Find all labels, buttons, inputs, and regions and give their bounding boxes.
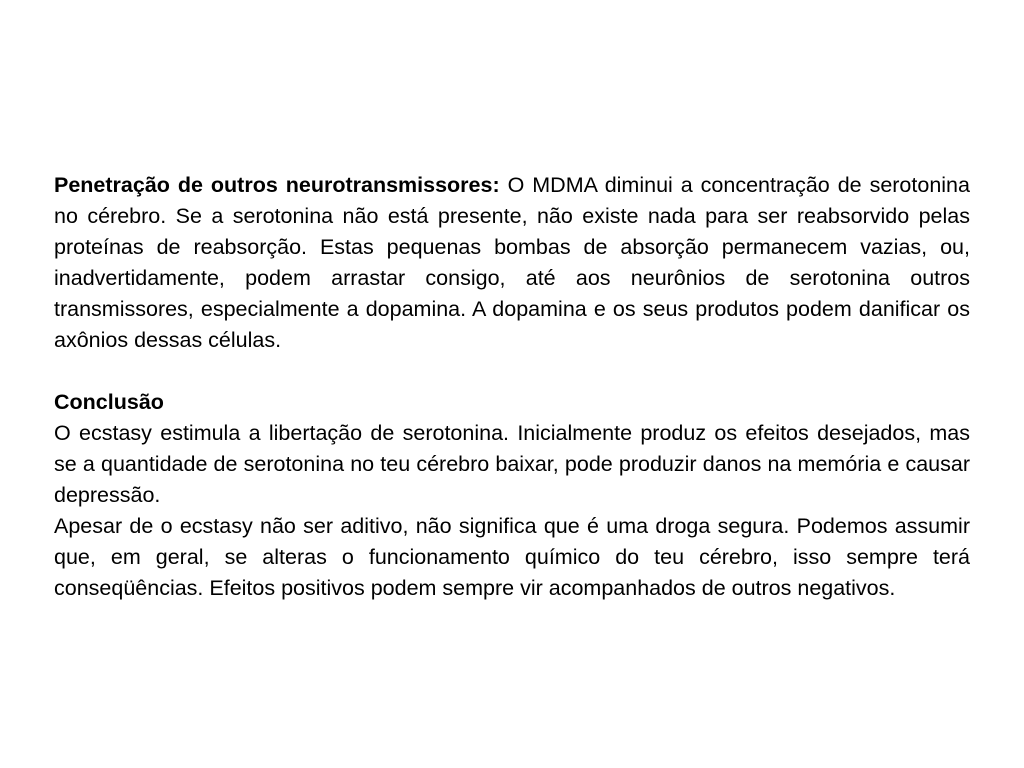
section-spacer <box>54 356 970 387</box>
penetration-paragraph <box>54 170 970 356</box>
penetration-lead: Penetração de outros neurotransmissores: <box>54 173 500 197</box>
penetration-text: O MDMA diminui a concentração de serotonina no cérebro. Se a serotonina não está presente, não existe nada para ser reabsorvido pelas proteínas de reabsorção. Estas pequenas bombas de absorção permanecem vazias, ou, inadvertidamente, podem arrastar consigo, até aos neurônios de serotonina outros transmissores, especialmente a dopamina. A dopamina e os seus produtos podem danificar os axônios dessas células. <box>54 173 970 352</box>
conclusion-paragraph-2: Apesar de o ecstasy não ser aditivo, não significa que é uma droga segura. Podemos assumir que, em geral, se alteras o funcionamento químico do teu cérebro, isso sempre terá conseqüências. Efeitos positivos podem sempre vir acompanhados de outros negativos. <box>54 514 970 600</box>
conclusion-heading: Conclusão <box>54 390 164 414</box>
slide-body <box>54 170 970 604</box>
conclusion-paragraph-1: O ecstasy estimula a libertação de serotonina. Inicialmente produz os efeitos desejados, mas se a quantidade de serotonina no teu cérebro baixar, pode produzir danos na memória e causar depressão. <box>54 421 970 507</box>
